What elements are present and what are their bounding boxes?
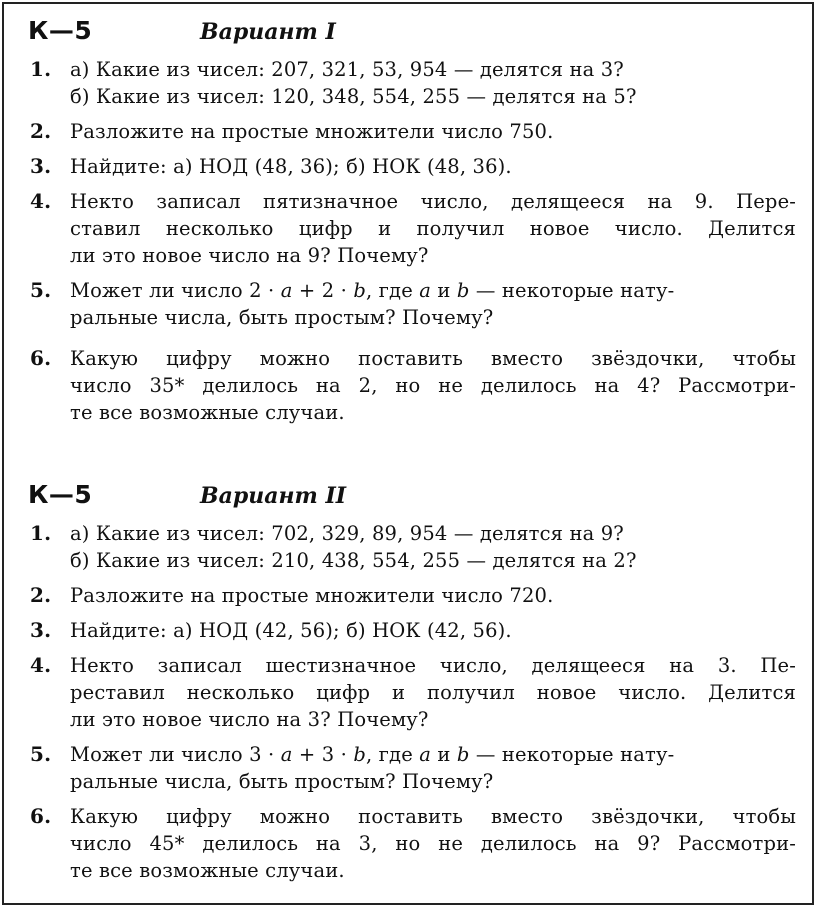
task-number: 5. bbox=[30, 742, 52, 766]
task-5 bbox=[4, 741, 814, 795]
math-variable-b: b bbox=[353, 279, 366, 302]
math-variable-a: a bbox=[419, 279, 432, 302]
task-line: ставил несколько цифр и получил новое число. Делится bbox=[70, 217, 796, 240]
text-fragment: Может ли число 3 · bbox=[70, 743, 281, 766]
task-number: 6. bbox=[30, 346, 52, 370]
text-fragment: + 3 · bbox=[292, 743, 354, 766]
test-code: К—5 bbox=[28, 16, 93, 45]
task-3 bbox=[4, 617, 814, 644]
test-code: К—5 bbox=[28, 480, 93, 509]
task-number: 3. bbox=[30, 618, 52, 642]
task-line: а) Какие из чисел: 207, 321, 53, 954 — делятся на 3? bbox=[70, 58, 624, 81]
task-line-formula bbox=[70, 741, 796, 768]
task-6 bbox=[4, 345, 814, 426]
task-number: 1. bbox=[30, 57, 52, 81]
math-variable-a: a bbox=[419, 743, 432, 766]
text-fragment: , где bbox=[365, 279, 420, 302]
task-line: ральные числа, быть простым? Почему? bbox=[70, 306, 494, 329]
task-line: ли это новое число на 9? Почему? bbox=[70, 244, 429, 267]
task-line: а) Какие из чисел: 702, 329, 89, 954 — делятся на 9? bbox=[70, 522, 624, 545]
text-fragment: — некоторые нату- bbox=[469, 279, 675, 302]
math-variable-b: b bbox=[353, 743, 366, 766]
task-line: число 45* делилось на 3, но не делилось на 9? Рассмотри- bbox=[70, 832, 796, 855]
task-3 bbox=[4, 153, 814, 180]
task-1 bbox=[4, 56, 814, 110]
math-variable-a: a bbox=[280, 279, 293, 302]
task-line: ральные числа, быть простым? Почему? bbox=[70, 770, 494, 793]
task-4 bbox=[4, 652, 814, 733]
task-2 bbox=[4, 582, 814, 609]
task-number: 2. bbox=[30, 583, 52, 607]
task-line: Найдите: а) НОД (42, 56); б) НОК (42, 56). bbox=[70, 619, 512, 642]
variant-title: Вариант II bbox=[200, 483, 347, 509]
task-line: б) Какие из чисел: 120, 348, 554, 255 — делятся на 5? bbox=[70, 85, 637, 108]
math-variable-a: a bbox=[280, 743, 293, 766]
task-number: 2. bbox=[30, 119, 52, 143]
task-line: Разложите на простые множители число 750. bbox=[70, 120, 554, 143]
task-line: Какую цифру можно поставить вместо звёздочки, чтобы bbox=[70, 805, 796, 828]
text-fragment: , где bbox=[365, 743, 420, 766]
variant-2 bbox=[4, 480, 814, 884]
task-number: 3. bbox=[30, 154, 52, 178]
task-1 bbox=[4, 520, 814, 574]
task-line: Некто записал шестизначное число, делящееся на 3. Пе- bbox=[70, 654, 796, 677]
task-line-formula bbox=[70, 277, 796, 304]
task-line: Найдите: а) НОД (48, 36); б) НОК (48, 36). bbox=[70, 155, 512, 178]
task-line: Какую цифру можно поставить вместо звёздочки, чтобы bbox=[70, 347, 796, 370]
task-line: число 35* делилось на 2, но не делилось на 4? Рассмотри- bbox=[70, 374, 796, 397]
task-line: ли это новое число на 3? Почему? bbox=[70, 708, 429, 731]
task-number: 5. bbox=[30, 278, 52, 302]
math-variable-b: b bbox=[456, 743, 470, 766]
text-fragment: и bbox=[431, 279, 457, 302]
task-6 bbox=[4, 803, 814, 884]
task-line: реставил несколько цифр и получил новое число. Делится bbox=[70, 681, 796, 704]
task-line: б) Какие из чисел: 210, 438, 554, 255 — делятся на 2? bbox=[70, 549, 637, 572]
task-number: 1. bbox=[30, 521, 52, 545]
task-number: 4. bbox=[30, 653, 52, 677]
task-5 bbox=[4, 277, 814, 331]
text-fragment: и bbox=[431, 743, 457, 766]
page-frame bbox=[2, 2, 814, 905]
variant-header bbox=[4, 480, 814, 516]
text-fragment: Может ли число 2 · bbox=[70, 279, 281, 302]
task-2 bbox=[4, 118, 814, 145]
variant-title: Вариант I bbox=[200, 19, 336, 45]
variant-1 bbox=[4, 16, 814, 426]
task-line: те все возможные случаи. bbox=[70, 859, 345, 882]
variant-header bbox=[4, 16, 814, 52]
task-4 bbox=[4, 188, 814, 269]
task-number: 6. bbox=[30, 804, 52, 828]
task-line: Некто записал пятизначное число, делящееся на 9. Пере- bbox=[70, 190, 796, 213]
text-fragment: + 2 · bbox=[292, 279, 354, 302]
task-line: те все возможные случаи. bbox=[70, 401, 345, 424]
math-variable-b: b bbox=[456, 279, 470, 302]
task-number: 4. bbox=[30, 189, 52, 213]
task-line: Разложите на простые множители число 720. bbox=[70, 584, 554, 607]
text-fragment: — некоторые нату- bbox=[469, 743, 675, 766]
